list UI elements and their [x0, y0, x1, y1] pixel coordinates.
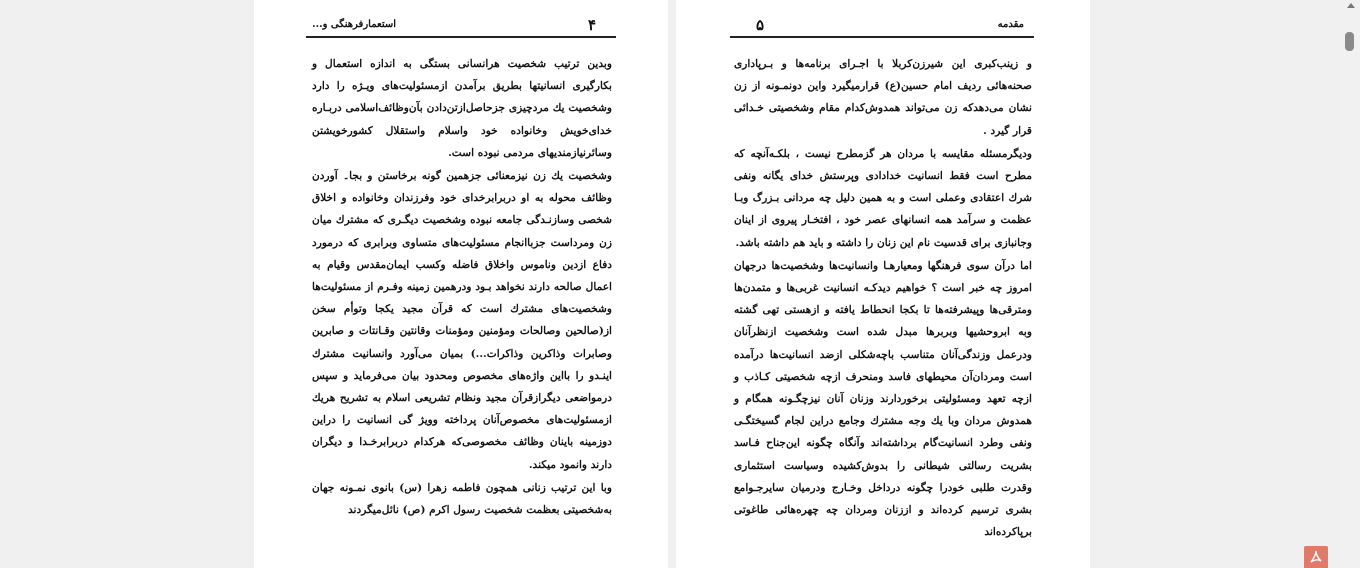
page-header — [730, 16, 1034, 38]
paragraph: اما درآن سوی فرهنگها ومعیارهـا وانسانیت‌ها وشخصیت‌ها درجهان امروز چه خبر است ؟ خواهیم دیدکـه انسانیت غربی‌ها و متمدن‌ها ومترقی‌ها وپیشرفته‌ها تا بکجا انحطاط یافته و ازهستی تهی گشته وبه ابروحشیها وبربرها مبدل شده است وشخصیت ازنظرآنان ودرعمل وزندگی‌آنان متناسب باچه‌شکلی ازضد انسانیت‌ها درآمده است ومردان‌آن محیطهای فاسد ومنحرف ازچه شخصیتی کـاذب و ازچه تعهد ومسئولیتی برخوردارند وزنان آنان نیزچگـونه همگام و همدوش مردان وبا یك وجه مشترك وجامع دراین لجام گسیختگـی ونفی وطرد انسانیت‌گام برداشته‌اند وآنگاه چگونه این‌جناح فـاسد بشریت رسالتی شیطانی را بدوش‌کشیده وسیاست استثماری وقدرت طلبی خودرا چگونه درداخل وخـارج ودرمیان سایرجـوامع بشری ترسیم کرده‌اند و اززنان ومردان چه چهره‌هائی طاغوتی برپاکرده‌اند — [734, 259, 1032, 539]
page-right — [676, 0, 1090, 568]
scroll-thumb[interactable] — [1345, 32, 1354, 51]
page-left — [254, 0, 668, 568]
paragraph: وبدین ترتیب شخصیت هرانسانی بستگی به اندازه استعمال و بکارگیری انسانیتها بطریق برآمدن ازمسئولیت‌های ویـژه را دارد وشخصیت یك مردچیزی جزحاصل‌ازتن‌دادن بآن‌وظائف‌اسلامی دربـاره خدای‌خویش وخانواده خود واسلام واستقلال کشورخویشتن وسائرنیازمندیهای مردمی نبوده است. — [312, 58, 612, 159]
paragraph: وشخصیت یك زن نیزمعنائی جزهمین گونه برخاستن و بجا۔ آوردن وظائف محوله به او دربرابرخدای خود وفرزندان وخانواده و اخلاق شخصی وسازنـدگی جامعه نبوده وشخصیت دیگـری که مشترك میان زن ومرداست جزباانجام مسئولیت‌های متساوی وبرابری که درمورد دفاع ازدین وناموس واخلاق فاضله وکسب ایمان‌مقدس وقیام به اعمال صالحه دارند نخواهد بـود ودرهمین زمینه وفـرم از مسئولیت‌ها وشخصیت‌های مشترك است که قرآن مجید یکجا وتوأم سخن از(صالحین وصالحات ومؤمنین ومؤمنات وقانتین وقـانتات و صابرین وصابرات وذاکرین وذاکرات...) بمیان می‌آورد وانسانیت مشترك اینـدو را بااین واژه‌های مخصوص ومحدود بیان می‌فرماید و سپس درمواضعی دیگرازقرآن مجید ونظام تشریعی اسلام به تشریح هریك ازمسئولیت‌های مخصوص‌آنان پرداخته وویژ گی انسانیت را دراین دوزمینه باینان وظائف مخصوصی‌که هرکدام دربرابرخـدا و دیگران دارند وانمود میکند. — [312, 170, 612, 471]
paragraph: و زینب‌کبری این شیرزن‌کربلا با اجـرای برنامه‌ها و بـرپاداری صحنه‌هائی ردیف امام حسین(ع) قرارمیگیرد واین دونمـونه از زن نشان می‌دهدکه زن می‌تواند همدوش‌کدام مقام وشخصیتی خـدائی قرار گیرد . — [734, 58, 1032, 137]
page-number: ۵ — [755, 16, 764, 34]
pdf-icon[interactable] — [1304, 546, 1328, 568]
paragraph: وبا این ترتیب زنانی همچون فاطمه زهرا (س) بانوی نمـونه جهان به‌شخصیتی بعظمت شخصیت رسول اکرم (ص) نائل‌میگردند — [312, 481, 612, 517]
header-title: استعمارفرهنگی و... — [312, 19, 396, 30]
paragraph: ودیگرمسئله مقایسه با مردان هر گزمطرح نیست ، بلکـه‌آنچه که مطرح است فقط انسانیت خدادادی وپرستش خدای یگانه ونفی شرك اعتقادی وعملی است و به همین دلیل چه مردانی بـزرگ وبـا عظمت و سرآمد همه انسانهای عصر خود ، افتخـار پیروی از اینان وجانبازی برای قدسیت نام این زنان را داشته و باید هم داشته باشد. — [734, 147, 1032, 249]
vertical-scrollbar[interactable] — [1342, 0, 1360, 568]
page-header — [306, 16, 616, 38]
pdf-glyph-icon — [1308, 549, 1324, 565]
page-body — [312, 53, 612, 522]
scroll-up-arrow-icon[interactable] — [1347, 3, 1355, 8]
page-body — [734, 53, 1032, 544]
page-number: ۴ — [587, 16, 596, 34]
header-title: مقدمه — [997, 19, 1024, 30]
